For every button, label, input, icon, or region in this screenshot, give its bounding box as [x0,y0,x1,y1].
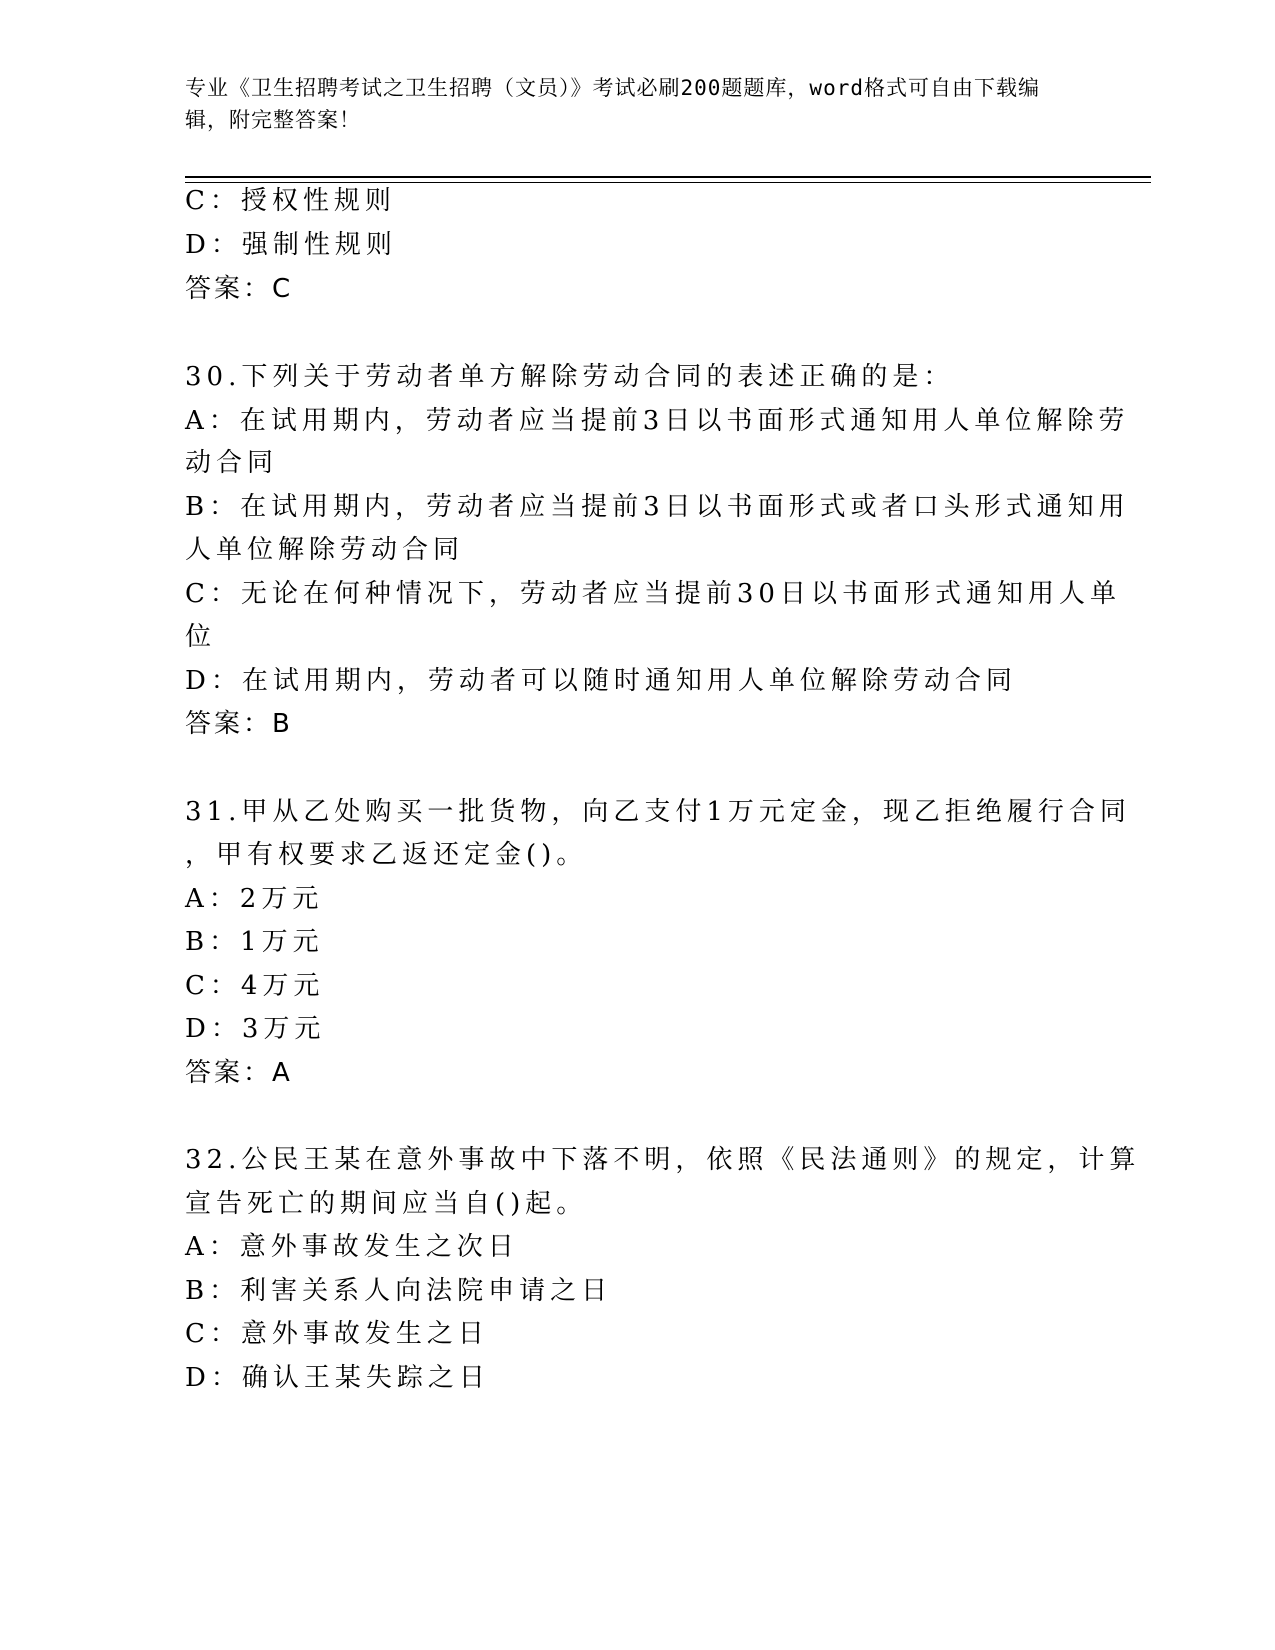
q32-option-a: A：意外事故发生之次日 [185,1232,519,1262]
q30-option-a: A：在试用期内，劳动者应当提前3日以书面形式通知用人单位解除劳 [185,406,1130,436]
q30-option-a-cont: 动合同 [185,448,279,478]
q30-option-c-cont: 位 [185,622,217,652]
q31-option-c: C：4万元 [185,971,325,1001]
header-divider-thick [185,176,1151,178]
q32-question: 32.公民王某在意外事故中下落不明，依照《民法通则》的规定，计算 [185,1145,1141,1175]
q30-answer: 答案：B [185,709,293,739]
q32-option-c: C：意外事故发生之日 [185,1319,489,1349]
q32-option-b: B：利害关系人向法院申请之日 [185,1276,613,1306]
q31-answer: 答案：A [185,1058,293,1088]
q30-option-c: C：无论在何种情况下，劳动者应当提前30日以书面形式通知用人单 [185,579,1121,609]
q30-option-b: B：在试用期内，劳动者应当提前3日以书面形式或者口头形式通知用 [185,492,1130,522]
header-divider-thin [185,182,1151,183]
document-header: 专业《卫生招聘考试之卫生招聘（文员）》考试必刷200题题库，word格式可自由下载编辑，附完整答案！ [185,76,1040,132]
q30-option-d: D：在试用期内，劳动者可以随时通知用人单位解除劳动合同 [185,666,1017,696]
q29-option-d: D：强制性规则 [185,230,397,260]
q31-option-b: B：1万元 [185,927,324,957]
q29-answer: 答案：C [185,274,294,304]
q32-option-d: D：确认王某失踪之日 [185,1363,490,1393]
q31-option-d: D：3万元 [185,1014,326,1044]
q31-question-cont: ，甲有权要求乙返还定金()。 [185,840,588,870]
q32-question-cont: 宣告死亡的期间应当自()起。 [185,1189,588,1219]
q31-option-a: A：2万元 [185,884,324,914]
q29-option-c: C：授权性规则 [185,186,396,216]
q30-question: 30.下列关于劳动者单方解除劳动合同的表述正确的是： [185,362,955,392]
q31-question: 31.甲从乙处购买一批货物，向乙支付1万元定金，现乙拒绝履行合同 [185,797,1131,827]
q30-option-b-cont: 人单位解除劳动合同 [185,535,465,565]
